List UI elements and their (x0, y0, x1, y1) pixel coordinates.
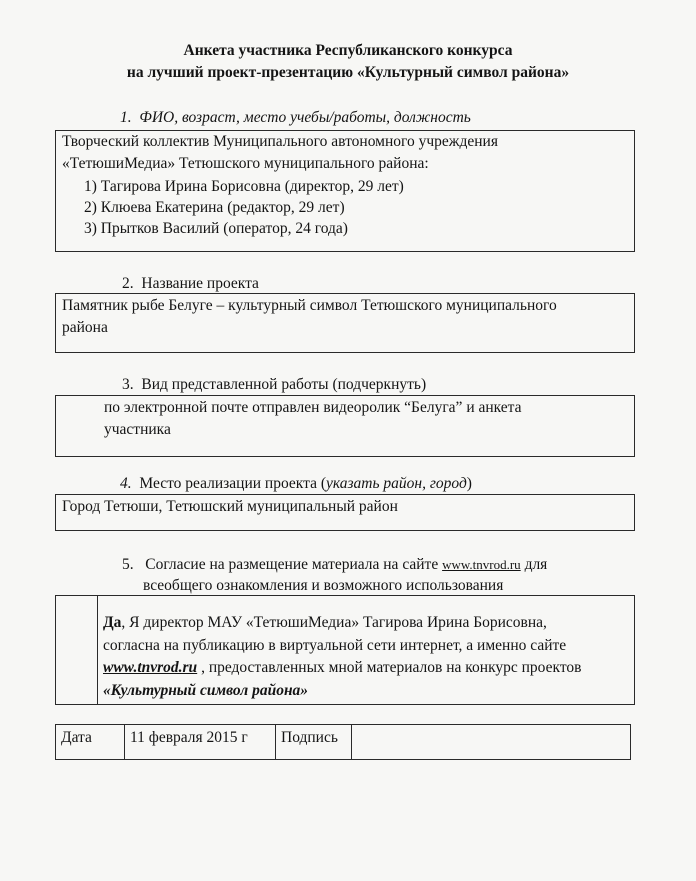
section1-title: ФИО, возраст, место учебы/работы, должность (139, 109, 471, 126)
section2-line1: Памятник рыбе Белуге – культурный символ Тетюшского муниципального (62, 297, 557, 314)
section1-line1: Творческий коллектив Муниципального автономного учреждения (62, 133, 498, 150)
consent-site-link[interactable]: www.tnvrod.ru (103, 659, 198, 676)
table-divider (275, 724, 276, 760)
member-item: 1) Тагирова Ирина Борисовна (директор, 29 лет) (84, 178, 404, 195)
section2-number: 2. (122, 275, 134, 292)
consent-line4: «Культурный символ района» (103, 682, 309, 699)
table-divider (124, 724, 125, 760)
table-divider (351, 724, 352, 760)
section4-line1: Город Тетюши, Тетюшский муниципальный район (62, 498, 398, 515)
section5-divider (97, 595, 98, 705)
member-item: 3) Прытков Василий (оператор, 24 года) (84, 220, 348, 237)
section4-number: 4. (120, 475, 132, 492)
consent-line2: согласна на публикацию в виртуальной сети интернет, а именно сайте (103, 637, 567, 654)
section5-number: 5. (122, 556, 134, 573)
member-item: 2) Клюева Екатерина (редактор, 29 лет) (84, 199, 345, 216)
section1-heading (120, 108, 471, 128)
section3-heading (122, 375, 426, 395)
section5-heading-line2: всеобщего ознакомления и возможного использования (143, 577, 504, 594)
date-value: 11 февраля 2015 г (130, 729, 248, 746)
section5-heading-line1: 5. Согласие на размещение материала на сайте www.tnvrod.ru для (122, 556, 548, 573)
section2-line2: района (62, 319, 108, 336)
section3-title: Вид представленной работы (подчеркнуть) (141, 376, 427, 393)
section1-number: 1. (120, 109, 132, 126)
site-link[interactable]: www.tnvrod.ru (442, 557, 521, 572)
section3-line2: участника (104, 421, 171, 438)
consent-line3: www.tnvrod.ru , предоставленных мной материалов на конкурс проектов (103, 659, 582, 676)
section2-heading (122, 274, 259, 294)
form-title-line1: Анкета участника Республиканского конкурса (183, 42, 513, 59)
section4-heading: 4. Место реализации проекта (указать район, город) (120, 475, 472, 492)
section1-line2: «ТетюшиМедиа» Тетюшского муниципального района: (62, 155, 429, 172)
section3-number: 3. (122, 376, 134, 393)
form-title-line2: на лучший проект-презентацию «Культурный символ района» (126, 64, 570, 81)
consent-line1: Да, Я директор МАУ «ТетюшиМедиа» Тагирова Ирина Борисовна, (103, 614, 547, 631)
signature-label: Подпись (281, 729, 338, 746)
section3-line1: по электронной почте отправлен видеоролик “Белуга” и анкета (104, 399, 522, 416)
date-label: Дата (61, 729, 92, 746)
section2-title: Название проекта (141, 275, 259, 292)
